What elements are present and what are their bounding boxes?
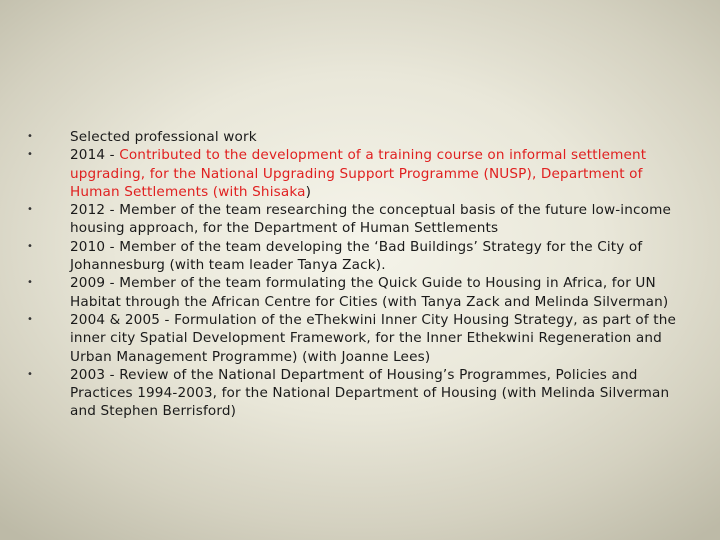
bullet-item-2009 — [27, 274, 687, 311]
bullet-text-close: ) — [305, 183, 312, 200]
bullet-text: Selected professional work — [70, 129, 257, 145]
bullet-text: 2009 - Member of the team formulating the Quick Guide to Housing in Africa, for UN Habitat through the African Centre for Cities (with Tanya Zack and Melinda Silverman) — [70, 275, 669, 310]
bullet-dot-icon: • — [27, 277, 34, 289]
bullet-text: 2003 - Review of the National Department of Housing’s Programmes, Policies and Practices 1994-2003, for the National Department of Housing (with Melinda Silverman and Stephen Berrisford) — [70, 366, 670, 420]
bullet-dot-icon: • — [27, 368, 34, 380]
bullet-text-highlight: Contributed to the development of a training course on informal settlement upgrading, for the National Upgrading Support Programme (NUSP), Department of Human Settlements (with Shisaka — [70, 147, 647, 200]
bullet-item-2010 — [27, 238, 687, 275]
bullet-text: 2012 - Member of the team researching the conceptual basis of the future low-income housing approach, for the Department of Human Settlements — [70, 202, 671, 237]
bullet-item-2003 — [27, 366, 687, 421]
bullet-dot-icon: • — [27, 313, 34, 325]
bullet-text-year: 2014 - — [70, 147, 120, 164]
bullet-item-2004-2005 — [27, 311, 687, 366]
bullet-list — [27, 128, 687, 421]
bullet-item-2014 — [27, 146, 687, 201]
bullet-dot-icon: • — [27, 149, 34, 161]
bullet-item-heading — [27, 128, 687, 146]
bullet-text: 2004 & 2005 - Formulation of the eThekwini Inner City Housing Strategy, as part of the inner city Spatial Development Framework, for the Inner Ethekwini Regeneration and Urban Management Programme) (with Joanne Lees) — [70, 311, 676, 365]
bullet-dot-icon: • — [27, 204, 34, 216]
bullet-item-2012 — [27, 201, 687, 238]
bullet-dot-icon: • — [27, 240, 34, 252]
bullet-text: 2010 - Member of the team developing the ‘Bad Buildings’ Strategy for the City of Johannesburg (with team leader Tanya Zack). — [70, 238, 643, 274]
bullet-dot-icon: • — [27, 131, 34, 142]
